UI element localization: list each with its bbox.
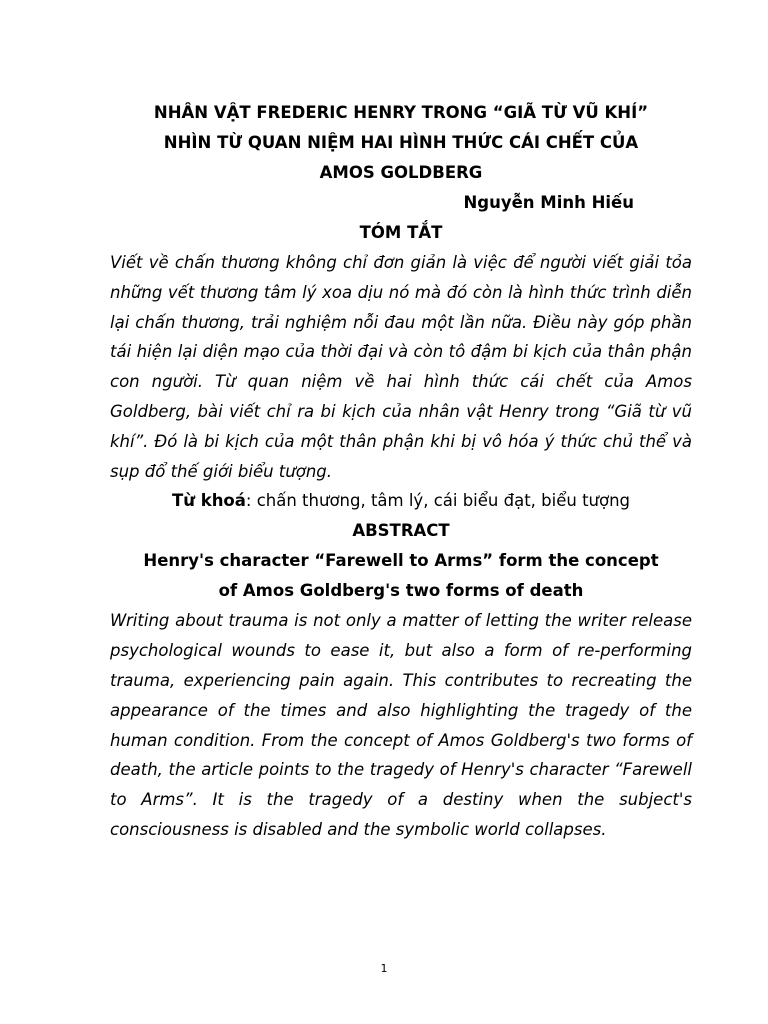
abstract-title-line-1: Henry's character “Farewell to Arms” form the concept <box>143 551 659 571</box>
title-line-2: NHÌN TỪ QUAN NIỆM HAI HÌNH THỨC CÁI CHẾT CỦA <box>163 133 639 152</box>
document-page <box>110 98 692 845</box>
keywords-label: Từ khoá <box>171 491 246 511</box>
abstract-title-line-2: of Amos Goldberg's two forms of death <box>218 581 584 601</box>
keywords-line <box>110 486 692 516</box>
author-name: Nguyễn Minh Hiếu <box>463 193 634 212</box>
title-line-3: AMOS GOLDBERG <box>319 163 483 182</box>
page-number: 1 <box>380 962 388 975</box>
keywords-text: : chấn thương, tâm lý, cái biểu đạt, biểu tượng <box>245 491 631 511</box>
title-line-1: NHÂN VẬT FREDERIC HENRY TRONG “GIÃ TỪ VŨ KHÍ” <box>153 103 649 122</box>
summary-paragraph: Viết về chấn thương không chỉ đơn giản là việc để người viết giải tỏa những vết thương tâm lý xoa dịu nó mà đó còn là hình thức trình diễn lại chấn thương, trải nghiệm nỗi đau một lần nữa. Điều này góp phần tái hiện lại diện mạo của thời đại và còn tô đậm bi kịch của thân phận con người. Từ quan niệm về hai hình thức cái chết của Amos Goldberg, bài viết chỉ ra bi kịch của nhân vật Henry trong “Giã từ vũ khí”. Đó là bi kịch của một thân phận khi bị vô hóa ý thức chủ thể và sụp đổ thế giới biểu tượng. <box>110 253 692 481</box>
summary-heading: TÓM TẮT <box>359 223 443 242</box>
abstract-paragraph: Writing about trauma is not only a matter of letting the writer release psychological wounds to ease it, but also a form of re-performing trauma, experiencing pain again. This contributes to recreating the appearance of the times and also highlighting the tragedy of the human condition. From the concept of Amos Goldberg's two forms of death, the article points to the tragedy of Henry's character “Farewell to Arms”. It is the tragedy of a destiny when the subject's consciousness is disabled and the symbolic world collapses. <box>110 611 692 839</box>
abstract-heading: ABSTRACT <box>352 521 450 541</box>
